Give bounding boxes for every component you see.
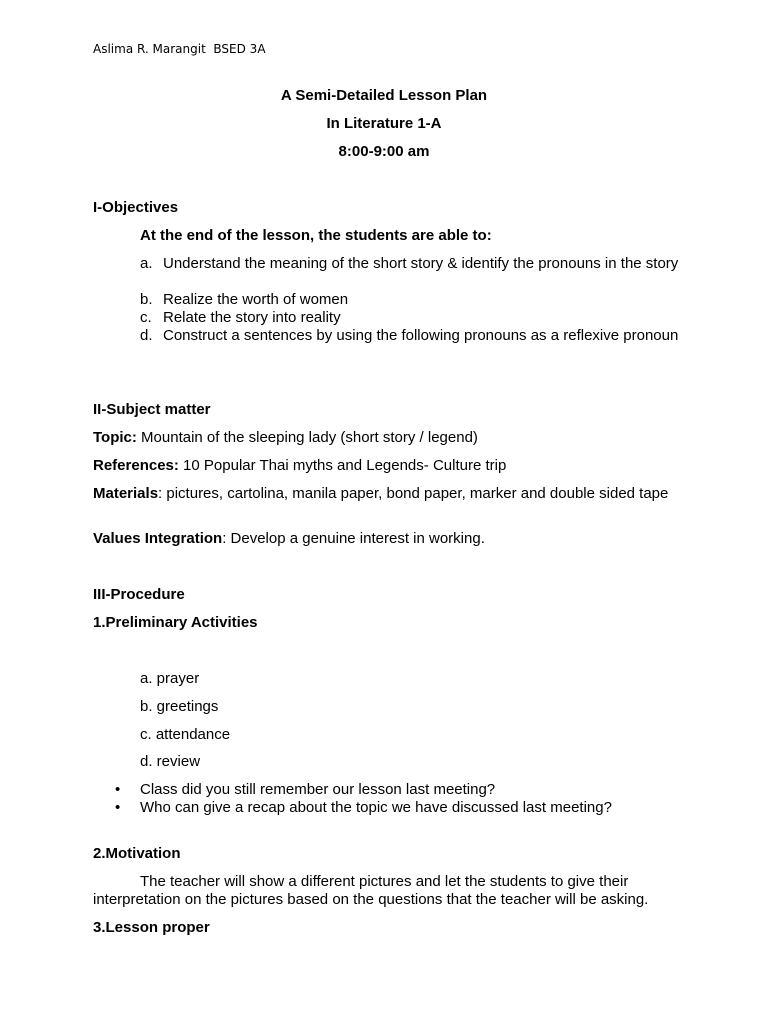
objective-text: Construct a sentences by using the following pronouns as a reflexive pronoun (163, 327, 679, 344)
motivation-paragraph: The teacher will show a different pictures and let the students to give their interpretation on the pictures based on the questions that the teacher will be asking. (93, 873, 649, 908)
bullet-text: Class did you still remember our lesson last meeting? (140, 781, 496, 798)
topic-value: Mountain of the sleeping lady (short story / legend) (136, 429, 478, 446)
objective-marker: c. (140, 309, 152, 326)
subject-matter-heading: II-Subject matter (93, 401, 211, 418)
topic-label: Topic: (93, 429, 137, 446)
objective-text: Realize the worth of women (163, 291, 349, 308)
objectives-intro: At the end of the lesson, the students are able to: (140, 227, 492, 244)
activity-item: d. review (140, 753, 201, 770)
values-integration-line (93, 530, 673, 548)
lesson-proper-heading: 3.Lesson proper (93, 919, 210, 936)
title-line-1: A Semi-Detailed Lesson Plan (280, 87, 488, 104)
objective-text: Relate the story into reality (163, 309, 341, 326)
preliminary-activities-heading: 1.Preliminary Activities (93, 614, 258, 631)
references-line (93, 457, 673, 475)
activity-item: b. greetings (140, 698, 219, 715)
activity-item: a. prayer (140, 670, 200, 687)
materials-value: : pictures, cartolina, manila paper, bond paper, marker and double sided tape (158, 485, 669, 502)
bullet-text: Who can give a recap about the topic we have discussed last meeting? (140, 799, 612, 816)
bullet-icon: • (115, 781, 121, 798)
values-integration-label: Values Integration (93, 530, 223, 547)
author-header: Aslima R. Marangit BSED 3A (93, 42, 266, 56)
topic-line (93, 429, 673, 447)
objective-text: Understand the meaning of the short story & identify the pronouns in the story (163, 255, 679, 272)
values-integration-value: : Develop a genuine interest in working. (222, 530, 485, 547)
references-label: References: (93, 457, 179, 474)
activity-item: c. attendance (140, 726, 231, 743)
objective-marker: d. (140, 327, 153, 344)
materials-line (93, 485, 671, 503)
materials-label: Materials (93, 485, 159, 502)
objectives-heading: I-Objectives (93, 199, 179, 216)
bullet-icon: • (115, 799, 121, 816)
title-line-2: In Literature 1-A (326, 115, 442, 132)
objective-marker: b. (140, 291, 153, 308)
title-line-3: 8:00-9:00 am (338, 143, 430, 160)
objective-marker: a. (140, 255, 153, 272)
procedure-heading: III-Procedure (93, 586, 185, 603)
references-value: 10 Popular Thai myths and Legends- Culture trip (178, 457, 507, 474)
motivation-heading: 2.Motivation (93, 845, 181, 862)
